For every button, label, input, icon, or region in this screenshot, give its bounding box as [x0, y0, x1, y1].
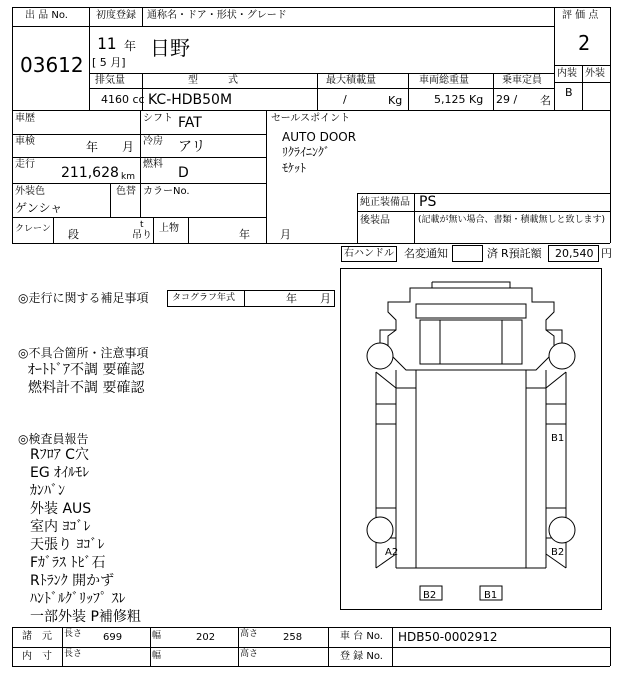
year-unit: 年	[124, 39, 137, 53]
inspector-note: 一部外装 P補修粗	[30, 609, 141, 625]
spec-label: 諸 元	[22, 631, 52, 642]
recycle-amount: 20,540	[555, 247, 594, 260]
inspector-note: EG ｵｲﾙﾓﾚ	[30, 465, 90, 481]
sales-point-3: ﾓｹｯﾄ	[282, 161, 307, 175]
shift-label: シフト	[143, 113, 173, 124]
color-value: ゲンシャ	[15, 201, 63, 215]
shift-value: FAT	[178, 115, 202, 131]
driving-title: ◎走行に関する補足事項	[18, 291, 149, 305]
recycle-unit: 円	[601, 247, 612, 260]
ac-label: 冷房	[143, 136, 163, 147]
damage-mark: B2	[551, 547, 565, 558]
inspector-note: 室内 ﾖｺﾞﾚ	[30, 519, 91, 535]
model-code: KC-HDB50M	[148, 92, 233, 108]
mileage-unit: km	[121, 172, 135, 182]
inner-height-label: 高さ	[240, 649, 259, 659]
max-load: /	[343, 93, 347, 106]
sales-point-1: AUTO DOOR	[282, 130, 357, 144]
recycle-status: 済	[487, 247, 498, 260]
damage-mark: B1	[484, 590, 498, 601]
crane-tsuri: 吊り	[132, 230, 152, 241]
sales-point-2: ﾘｸﾗｲﾆﾝｸﾞ	[282, 145, 331, 159]
mileage-label: 走行	[15, 159, 35, 170]
damage-mark: A2	[385, 547, 399, 558]
gross-weight: 5,125 Kg	[434, 93, 484, 106]
displacement: 4160 cc	[101, 93, 145, 106]
inspection-year: 年	[86, 140, 99, 154]
crane-dan: 段	[68, 228, 79, 241]
damage-mark: B2	[423, 590, 437, 601]
mileage-value: 211,628	[61, 165, 119, 181]
defect-1: ｵｰﾄﾄﾞｱ不調 要確認	[28, 362, 145, 378]
inspector-note: Rﾌﾛｱ C穴	[30, 447, 89, 463]
chassis-number: HDB50-0002912	[398, 630, 498, 644]
rhd-badge: 右ハンドル	[344, 248, 394, 259]
color-label: 外装色	[15, 186, 45, 197]
recycle-label: R預託額	[501, 247, 542, 260]
color-change-label: 色替	[116, 186, 136, 197]
meter-change-label: 名変通知	[404, 247, 448, 260]
reg-label: 登 録 No.	[340, 651, 383, 662]
crane-t: t	[140, 220, 144, 230]
sales-point-label: セールスポイント	[271, 113, 351, 124]
equipment-label: 純正装備品	[360, 197, 410, 208]
history-label: 車歴	[15, 113, 35, 124]
inner-label: 内 寸	[22, 651, 52, 662]
width-value: 202	[196, 632, 216, 643]
name-label: 通称名・ドア・形状・グレード	[147, 10, 287, 21]
inner-width-label: 幅	[152, 651, 162, 661]
crane-label: クレーン	[15, 224, 51, 234]
overall-grade: 2	[578, 31, 591, 55]
model-label: 型 式	[188, 75, 238, 86]
aftermarket-label: 後装品	[360, 215, 390, 226]
first-reg-year: 11	[97, 34, 117, 53]
chassis-label: 車 台 No.	[340, 631, 383, 642]
height-label: 高さ	[240, 629, 259, 639]
length-value: 699	[103, 632, 123, 643]
exterior-label: 外装	[585, 68, 605, 79]
tacho-year: 年	[286, 292, 297, 305]
grade-label: 評 価 点	[562, 10, 599, 21]
uwamono-label: 上物	[159, 223, 179, 234]
gross-weight-label: 車両総重量	[419, 75, 469, 86]
car-name: 日野	[150, 36, 190, 60]
fuel-label: 燃料	[143, 159, 163, 170]
capacity-unit: 名	[540, 94, 551, 107]
inspection-month: 月	[122, 140, 135, 154]
defects-title: ◎不具合箇所・注意事項	[18, 346, 149, 360]
inspector-note: ｶﾝﾊﾞﾝ	[30, 483, 65, 499]
inspection-label: 車検	[15, 136, 35, 147]
capacity-label: 乗車定員	[502, 75, 542, 86]
tacho-label: タコグラフ年式	[172, 293, 236, 303]
uwamono-year: 年	[239, 228, 250, 241]
max-load-label: 最大積載量	[326, 75, 376, 86]
color-no-label: カラーNo.	[143, 186, 190, 197]
interior-label: 内装	[557, 68, 577, 79]
inspector-title: ◎検査員報告	[18, 432, 89, 446]
length-label: 長さ	[64, 629, 83, 639]
displacement-label: 排気量	[95, 75, 125, 86]
inspector-note: 外装 AUS	[30, 501, 92, 517]
capacity: 29 /	[496, 93, 518, 106]
fuel-value: D	[178, 165, 189, 181]
lot-number: 03612	[20, 53, 84, 77]
lot-label: 出 品 No.	[25, 10, 68, 21]
inspector-note: 天張り ﾖｺﾞﾚ	[30, 537, 105, 553]
max-load-unit: Kg	[388, 94, 403, 107]
aftermarket-note: (記載が無い場合、書類・積載無しと致します)	[418, 215, 606, 225]
interior-grade: B	[565, 86, 573, 99]
uwamono-month: 月	[280, 228, 291, 241]
first-reg-label: 初度登録	[96, 10, 136, 21]
ac-value: アリ	[178, 139, 206, 155]
inspector-note: Rﾄﾗﾝｸ 開かず	[30, 573, 115, 589]
inspector-note: ﾊﾝﾄﾞﾙｸﾞﾘｯﾌﾟ ｽﾚ	[30, 591, 126, 607]
meter-change-box	[452, 245, 483, 262]
inner-length-label: 長さ	[64, 649, 83, 659]
first-reg-month: [ 5 月]	[92, 56, 126, 69]
width-label: 幅	[152, 631, 162, 641]
defect-2: 燃料計不調 要確認	[28, 380, 145, 396]
height-value: 258	[283, 632, 303, 643]
inspector-note: Fｶﾞﾗｽ ﾄﾋﾞ石	[30, 555, 106, 571]
tacho-month: 月	[320, 292, 331, 305]
equipment-value: PS	[419, 194, 437, 210]
damage-mark: B1	[551, 433, 565, 444]
